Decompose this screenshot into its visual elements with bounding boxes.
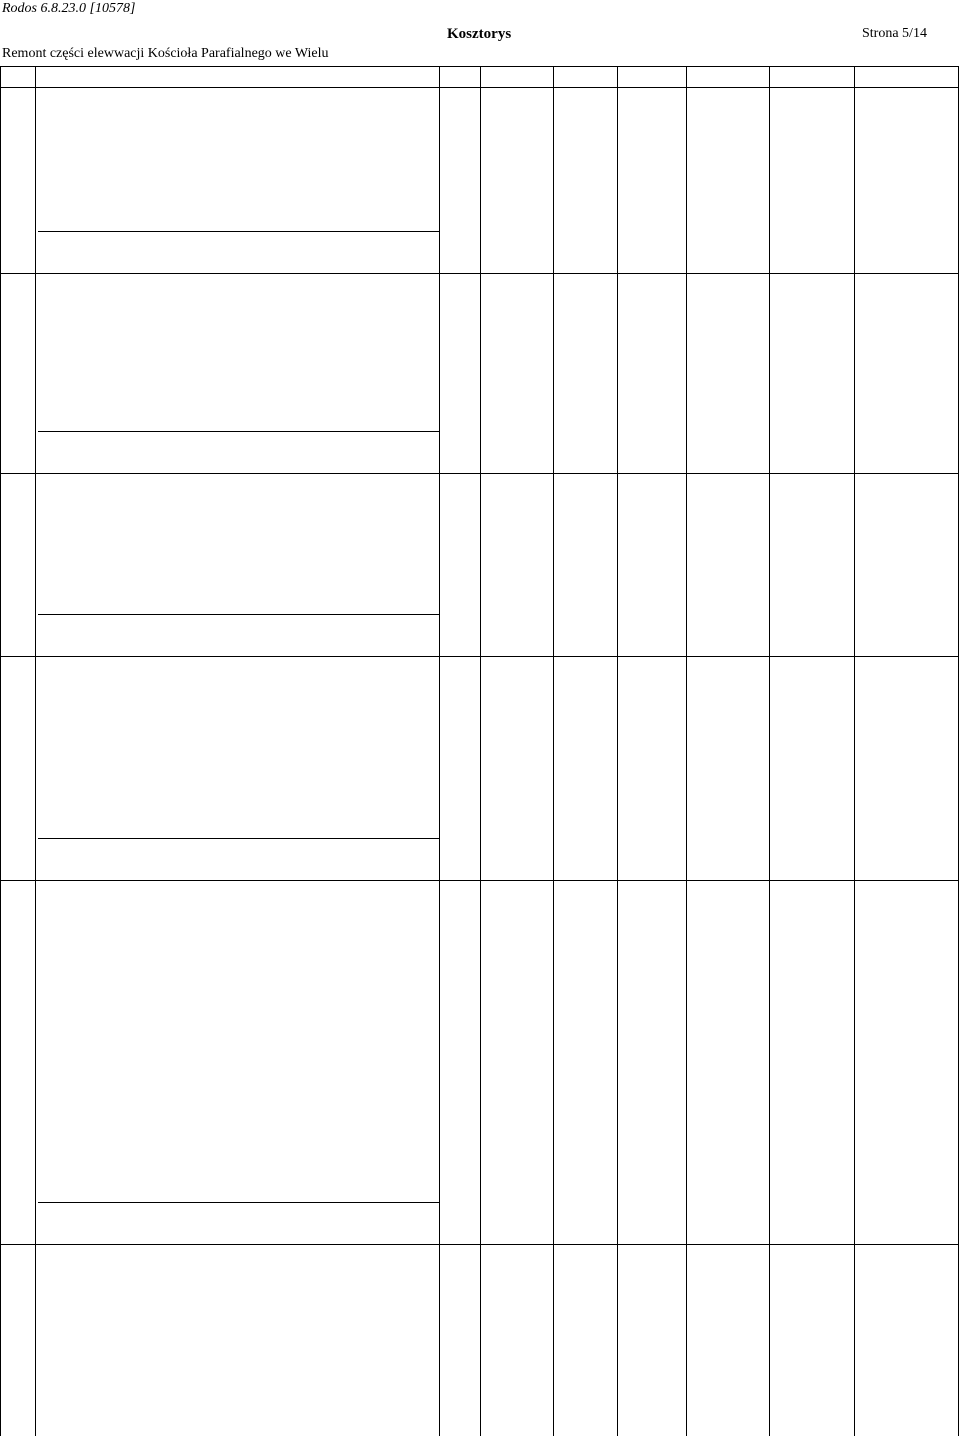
sum-rule [38,1202,439,1203]
table-left-border [0,66,1,1436]
document-title: Kosztorys [447,26,512,42]
column-rule-1 [480,66,481,1436]
nr-column-rule [35,66,36,1436]
project-name: Remont części elewwacji Kościoła Parafialnego we Wielu [2,46,329,61]
column-rule-6 [854,66,855,1436]
sum-rule [38,838,439,839]
column-rule-5 [769,66,770,1436]
sum-rule [38,614,439,615]
table-right-border [958,66,959,1436]
app-version: Rodos 6.8.23.0 [10578] [2,1,136,16]
column-rule-2 [553,66,554,1436]
column-rule-0 [439,66,440,1436]
sum-rule [38,431,439,432]
page-number: Strona 5/14 [862,26,927,41]
column-rule-4 [686,66,687,1436]
column-rule-3 [617,66,618,1436]
sum-rule [38,231,439,232]
